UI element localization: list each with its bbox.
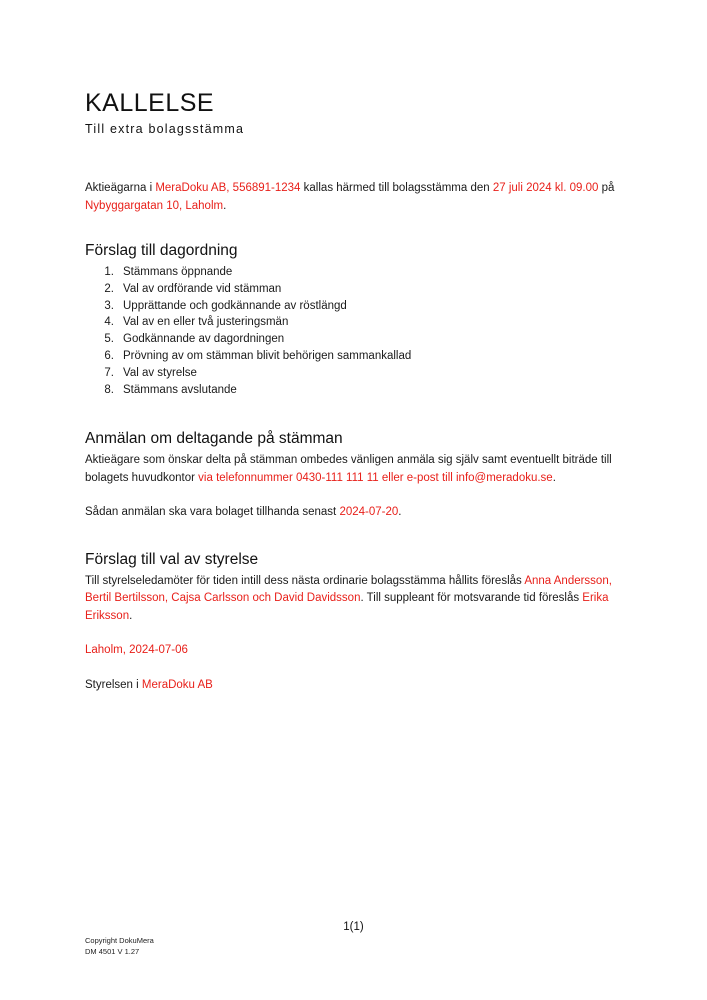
document-title: KALLELSE xyxy=(85,89,215,117)
agenda-item xyxy=(85,365,615,382)
agenda-item-number: 3. xyxy=(104,299,114,312)
intro-text-2: kallas härmed till bolagsstämma den xyxy=(300,182,493,194)
meeting-address-field: Nybyggargatan 10, Laholm xyxy=(85,199,224,212)
agenda-item-text: Val av en eller två justeringsmän xyxy=(123,316,289,329)
agenda-list xyxy=(85,264,615,398)
board-proposal-paragraph xyxy=(85,573,615,626)
agenda-item xyxy=(85,281,615,298)
agenda-item-number: 7. xyxy=(104,366,114,379)
signature-company-field: MeraDoku AB xyxy=(141,678,213,691)
agenda-item-text: Godkännande av dagordningen xyxy=(123,333,285,346)
agenda-item-number: 1. xyxy=(104,266,114,278)
place-date-field: Laholm, 2024-07-06 xyxy=(85,644,188,657)
footer-copyright: Copyright DokuMera xyxy=(85,936,154,945)
registration-paragraph xyxy=(85,452,615,487)
agenda-item-text: Val av styrelse xyxy=(123,366,197,379)
agenda-item xyxy=(85,298,615,315)
deadline-text-2: . xyxy=(398,506,402,519)
board-members-field: Anna Andersson, Bertil Bertilsson, Cajsa Carlsson och David Davidsson xyxy=(85,574,612,605)
meeting-datetime-field: 27 juli 2024 kl. 09.00 xyxy=(492,182,599,194)
deadline-date-field: 2024-07-20 xyxy=(339,506,399,519)
agenda-item-text: Prövning av om stämman blivit behörigen sammankallad xyxy=(123,349,412,362)
agenda-item-number: 2. xyxy=(104,282,114,295)
registration-heading: Anmälan om deltagande på stämman xyxy=(85,430,343,448)
signature-line xyxy=(85,677,615,695)
footer-version: DM 4501 V 1.27 xyxy=(85,946,140,956)
board-text-1: Till styrelseledamöter för tiden intill dess nästa ordinarie bolagsstämma hållits föreslås xyxy=(85,574,525,587)
page-number: 1(1) xyxy=(343,921,364,933)
registration-contact-field: via telefonnummer 0430-111 111 11 eller e-post till info@meradoku.se xyxy=(198,471,553,484)
agenda-item-number: 8. xyxy=(104,383,114,396)
board-text-3: . xyxy=(129,609,133,622)
agenda-item-number: 6. xyxy=(104,349,114,362)
agenda-item xyxy=(85,314,615,331)
agenda-item-text: Stämmans öppnande xyxy=(123,266,233,278)
footer xyxy=(85,936,154,957)
intro-text-4: . xyxy=(223,199,227,212)
agenda-item xyxy=(85,264,615,281)
agenda-heading: Förslag till dagordning xyxy=(85,242,238,259)
agenda-item-number: 4. xyxy=(104,316,114,329)
registration-text-2: . xyxy=(552,471,556,484)
intro-text-1: Aktieägarna i xyxy=(85,182,156,194)
intro-paragraph xyxy=(85,180,615,215)
agenda-item-text: Upprättande och godkännande av röstlängd xyxy=(123,299,347,312)
agenda-item xyxy=(85,382,615,399)
registration-deadline-paragraph xyxy=(85,504,615,522)
agenda-item-text: Val av ordförande vid stämman xyxy=(123,282,282,295)
agenda-item xyxy=(85,348,615,365)
board-proposal-heading: Förslag till val av styrelse xyxy=(85,550,259,568)
agenda-item xyxy=(85,331,615,348)
deadline-text-1: Sådan anmälan ska vara bolaget tillhanda senast xyxy=(85,506,340,519)
signature-text: Styrelsen i xyxy=(85,678,142,691)
agenda-item-text: Stämmans avslutande xyxy=(123,383,237,396)
registration-text-1: Aktieägare som önskar delta på stämman ombedes vänligen anmäla sig själv samt eventuellt biträde till bolagets huvudkontor xyxy=(85,454,612,484)
agenda-item-number: 5. xyxy=(104,333,114,346)
company-name-field: MeraDoku AB, 556891-1234 xyxy=(155,182,301,194)
intro-text-3: på xyxy=(598,182,615,194)
document-subtitle: Till extra bolagsstämma xyxy=(85,122,245,136)
document-body xyxy=(85,86,615,694)
deputy-member-field: Erika Eriksson xyxy=(85,592,609,622)
board-text-2: . Till suppleant för motsvarande tid föreslås xyxy=(360,592,583,605)
